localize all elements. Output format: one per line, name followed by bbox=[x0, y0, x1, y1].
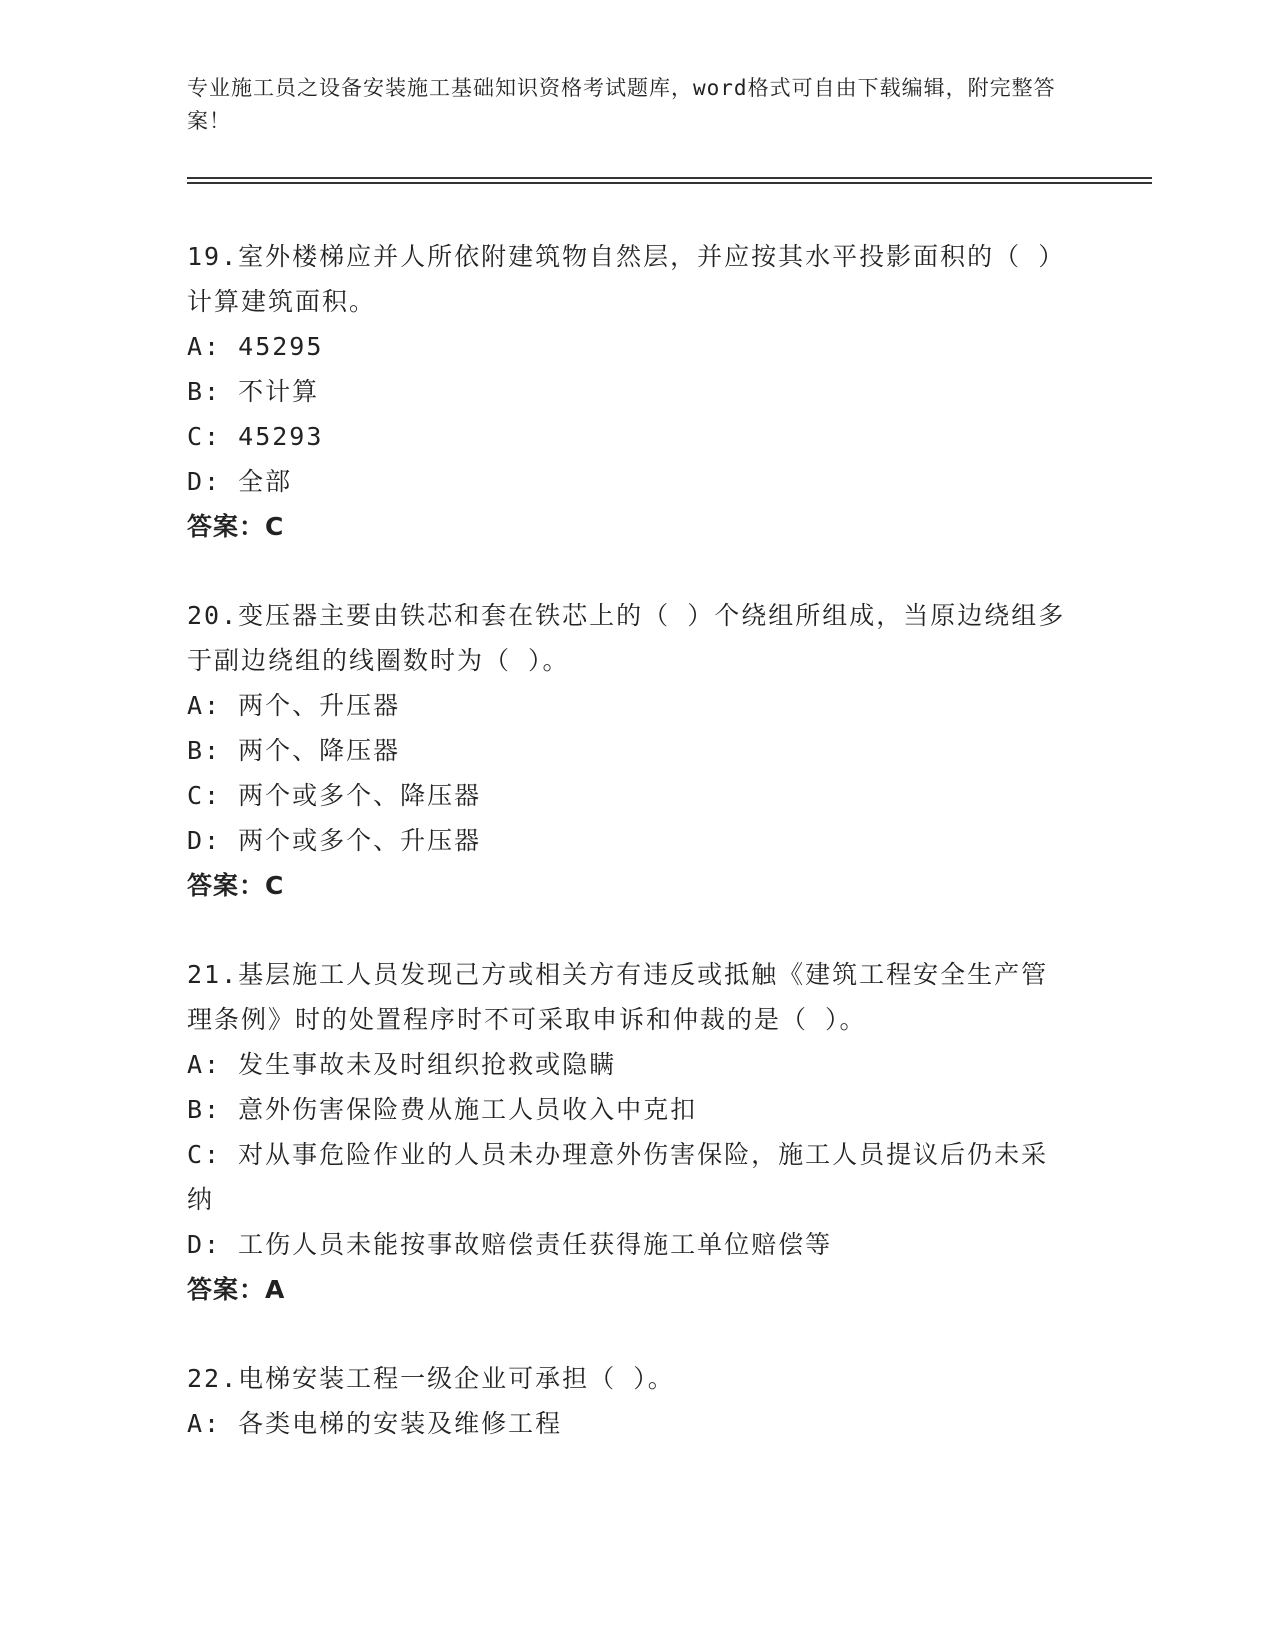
question-stem: 20.变压器主要由铁芯和套在铁芯上的（ ）个绕组所组成，当原边绕组多于副边绕组的线圈数时为（ ）。 bbox=[187, 601, 1066, 675]
document-header: 专业施工员之设备安装施工基础知识资格考试题库，word格式可自由下载编辑，附完整答案！ bbox=[187, 76, 1056, 133]
header-rule-bottom bbox=[187, 182, 1152, 184]
answer-label: 答案：C bbox=[187, 871, 285, 900]
option-d: D: 两个或多个、升压器 bbox=[187, 826, 482, 855]
question-list bbox=[187, 234, 1067, 1490]
option-a: A: 各类电梯的安装及维修工程 bbox=[187, 1409, 563, 1438]
option-a: A: 45295 bbox=[187, 332, 324, 361]
question-stem: 21.基层施工人员发现己方或相关方有违反或抵触《建筑工程安全生产管理条例》时的处置程序时不可采取申诉和仲裁的是（ ）。 bbox=[187, 960, 1049, 1034]
option-d: D: 工伤人员未能按事故赔偿责任获得施工单位赔偿等 bbox=[187, 1230, 833, 1259]
question-stem: 22.电梯安装工程一级企业可承担（ ）。 bbox=[187, 1364, 675, 1393]
option-a: A: 两个、升压器 bbox=[187, 691, 401, 720]
option-b: B: 两个、降压器 bbox=[187, 736, 401, 765]
question-20 bbox=[187, 593, 1067, 908]
option-c: C: 两个或多个、降压器 bbox=[187, 781, 482, 810]
question-22 bbox=[187, 1356, 1067, 1446]
question-21 bbox=[187, 952, 1067, 1312]
answer-label: 答案：A bbox=[187, 1275, 286, 1304]
option-a: A: 发生事故未及时组织抢救或隐瞒 bbox=[187, 1050, 617, 1079]
option-b: B: 意外伤害保险费从施工人员收入中克扣 bbox=[187, 1095, 698, 1124]
question-19 bbox=[187, 234, 1067, 549]
option-c: C: 45293 bbox=[187, 422, 324, 451]
option-b: B: 不计算 bbox=[187, 377, 320, 406]
option-d: D: 全部 bbox=[187, 467, 293, 496]
header-rule-top bbox=[187, 177, 1152, 179]
option-c: C: 对从事危险作业的人员未办理意外伤害保险，施工人员提议后仍未采纳 bbox=[187, 1140, 1049, 1214]
question-stem: 19.室外楼梯应并人所依附建筑物自然层，并应按其水平投影面积的（ ）计算建筑面积。 bbox=[187, 242, 1066, 316]
answer-label: 答案：C bbox=[187, 512, 285, 541]
